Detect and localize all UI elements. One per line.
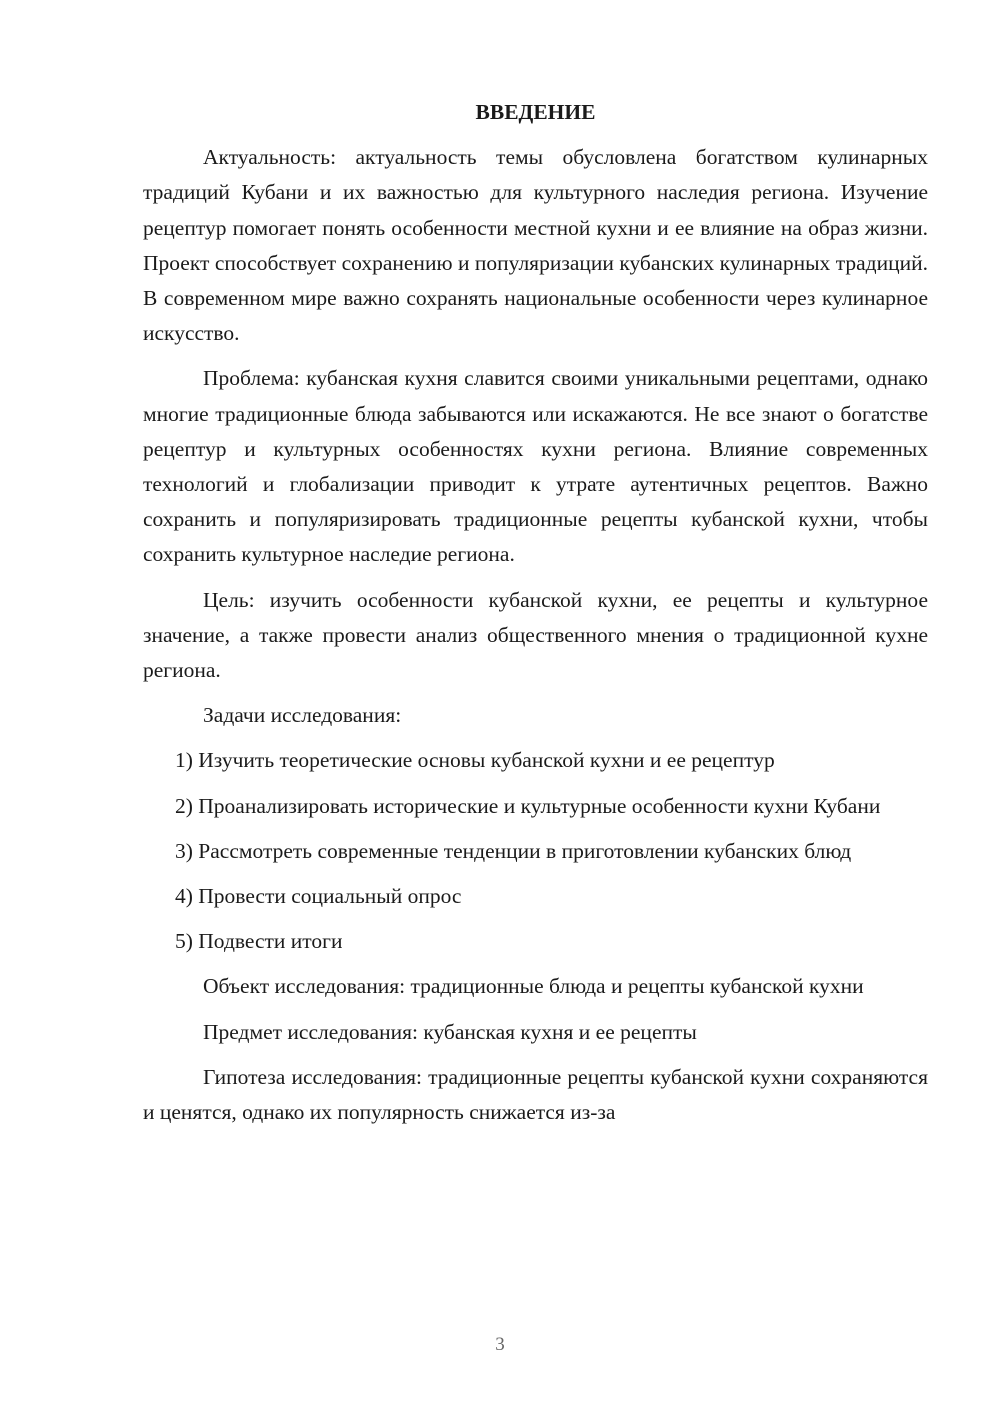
task-item-2: 2) Проанализировать исторические и культурные особенности кухни Кубани [175,793,881,818]
paragraph-problem: Проблема: кубанская кухня славится своими уникальными рецептами, однако многие традиционные блюда забываются или искажаются. Не все знают о богатстве рецептур и культурных особенностях кухни региона. Влияние современных технологий и глобализации приводит к утрате аутентичных рецептов. Важно сохранить и популяризировать традиционные рецепты кубанской кухни, чтобы сохранить культурное наследие региона. [143,366,928,567]
page-title: ВВЕДЕНИЕ [475,100,596,124]
task-item-3: 3) Рассмотреть современные тенденции в приготовлении кубанских блюд [175,838,852,863]
document-page [143,95,928,1140]
paragraph-object: Объект исследования: традиционные блюда и рецепты кубанской кухни [203,974,864,999]
task-item-1: 1) Изучить теоретические основы кубанской кухни и ее рецептур [175,748,775,773]
paragraph-subject: Предмет исследования: кубанская кухня и ее рецепты [203,1019,697,1044]
task-item-4: 4) Провести социальный опрос [175,884,462,909]
page-number: 3 [495,1334,505,1355]
paragraph-goal: Цель: изучить особенности кубанской кухни, ее рецепты и культурное значение, а также провести анализ общественного мнения о традиционной кухне региона. [143,587,928,683]
paragraph-relevance: Актуальность: актуальность темы обусловлена богатством кулинарных традиций Кубани и их важностью для культурного наследия региона. Изучение рецептур помогает понять особенности местной кухни и ее влияние на образ жизни. Проект способствует сохранению и популяризации кубанских кулинарных традиций. В современном мире важно сохранять национальные особенности через кулинарное искусство. [143,145,928,346]
paragraph-tasks-heading: Задачи исследования: [203,703,402,728]
paragraph-hypothesis: Гипотеза исследования: традиционные рецепты кубанской кухни сохраняются и ценятся, однако их популярность снижается из-за [143,1064,928,1125]
task-item-5: 5) Подвести итоги [175,929,343,954]
